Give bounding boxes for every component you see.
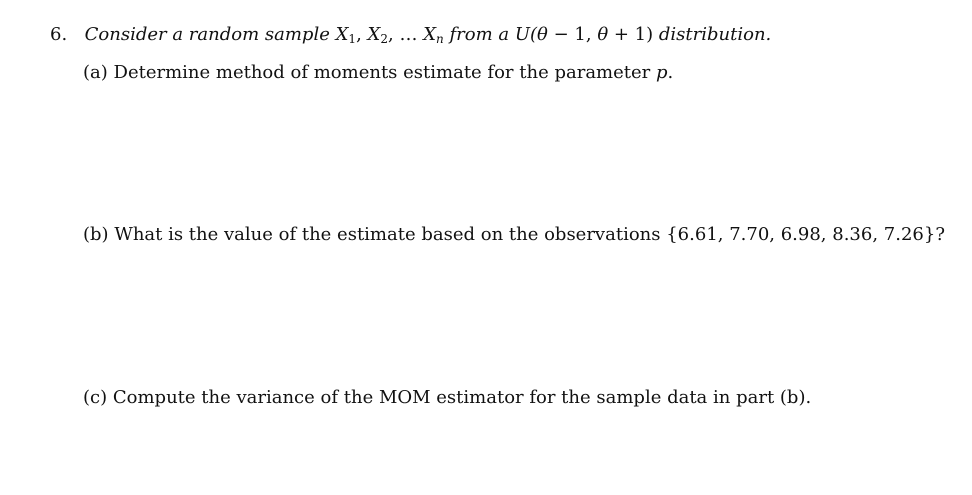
sample-variable-1: $X_1$: [335, 24, 357, 46]
question-connector: from a: [449, 24, 510, 45]
parameter-p: p: [656, 62, 668, 83]
part-b-text: What is the value of the estimate based on the observations: [114, 224, 661, 245]
observation-set: {6.61, 7.70, 6.98, 8.36, 7.26}: [666, 224, 936, 245]
part-c-text: Compute the variance of the MOM estimator for the sample data in part (b).: [112, 387, 812, 408]
sample-variable-2: $X_2$: [367, 24, 388, 46]
part-a-label: (a): [83, 62, 108, 83]
part-b-label: (b): [83, 224, 109, 245]
part-a: (a) Determine method of moments estimate for the parameter p.: [83, 62, 674, 83]
question-tail: distribution.: [658, 24, 772, 45]
part-a-text: Determine method of moments estimate for the parameter: [113, 62, 651, 83]
sample-variable-n: $X_n$: [423, 24, 444, 46]
ellipsis: , …: [388, 24, 418, 45]
part-c: [83, 387, 811, 409]
part-c-label: (c): [83, 387, 108, 408]
question-number: 6.: [50, 24, 68, 45]
question-6: 6. Consider a random sample $X_1$, $X_2$, … $X_n$ from a U(θ − 1, θ + 1) distribution.: [50, 24, 772, 46]
part-b: (b) What is the value of the estimate based on the observations {6.61, 7.70, 6.98, 8.36, 7.26}?: [83, 224, 945, 245]
question-lead-in: Consider a random sample: [84, 24, 330, 45]
distribution-expression: U(θ − 1, θ + 1): [514, 24, 654, 45]
